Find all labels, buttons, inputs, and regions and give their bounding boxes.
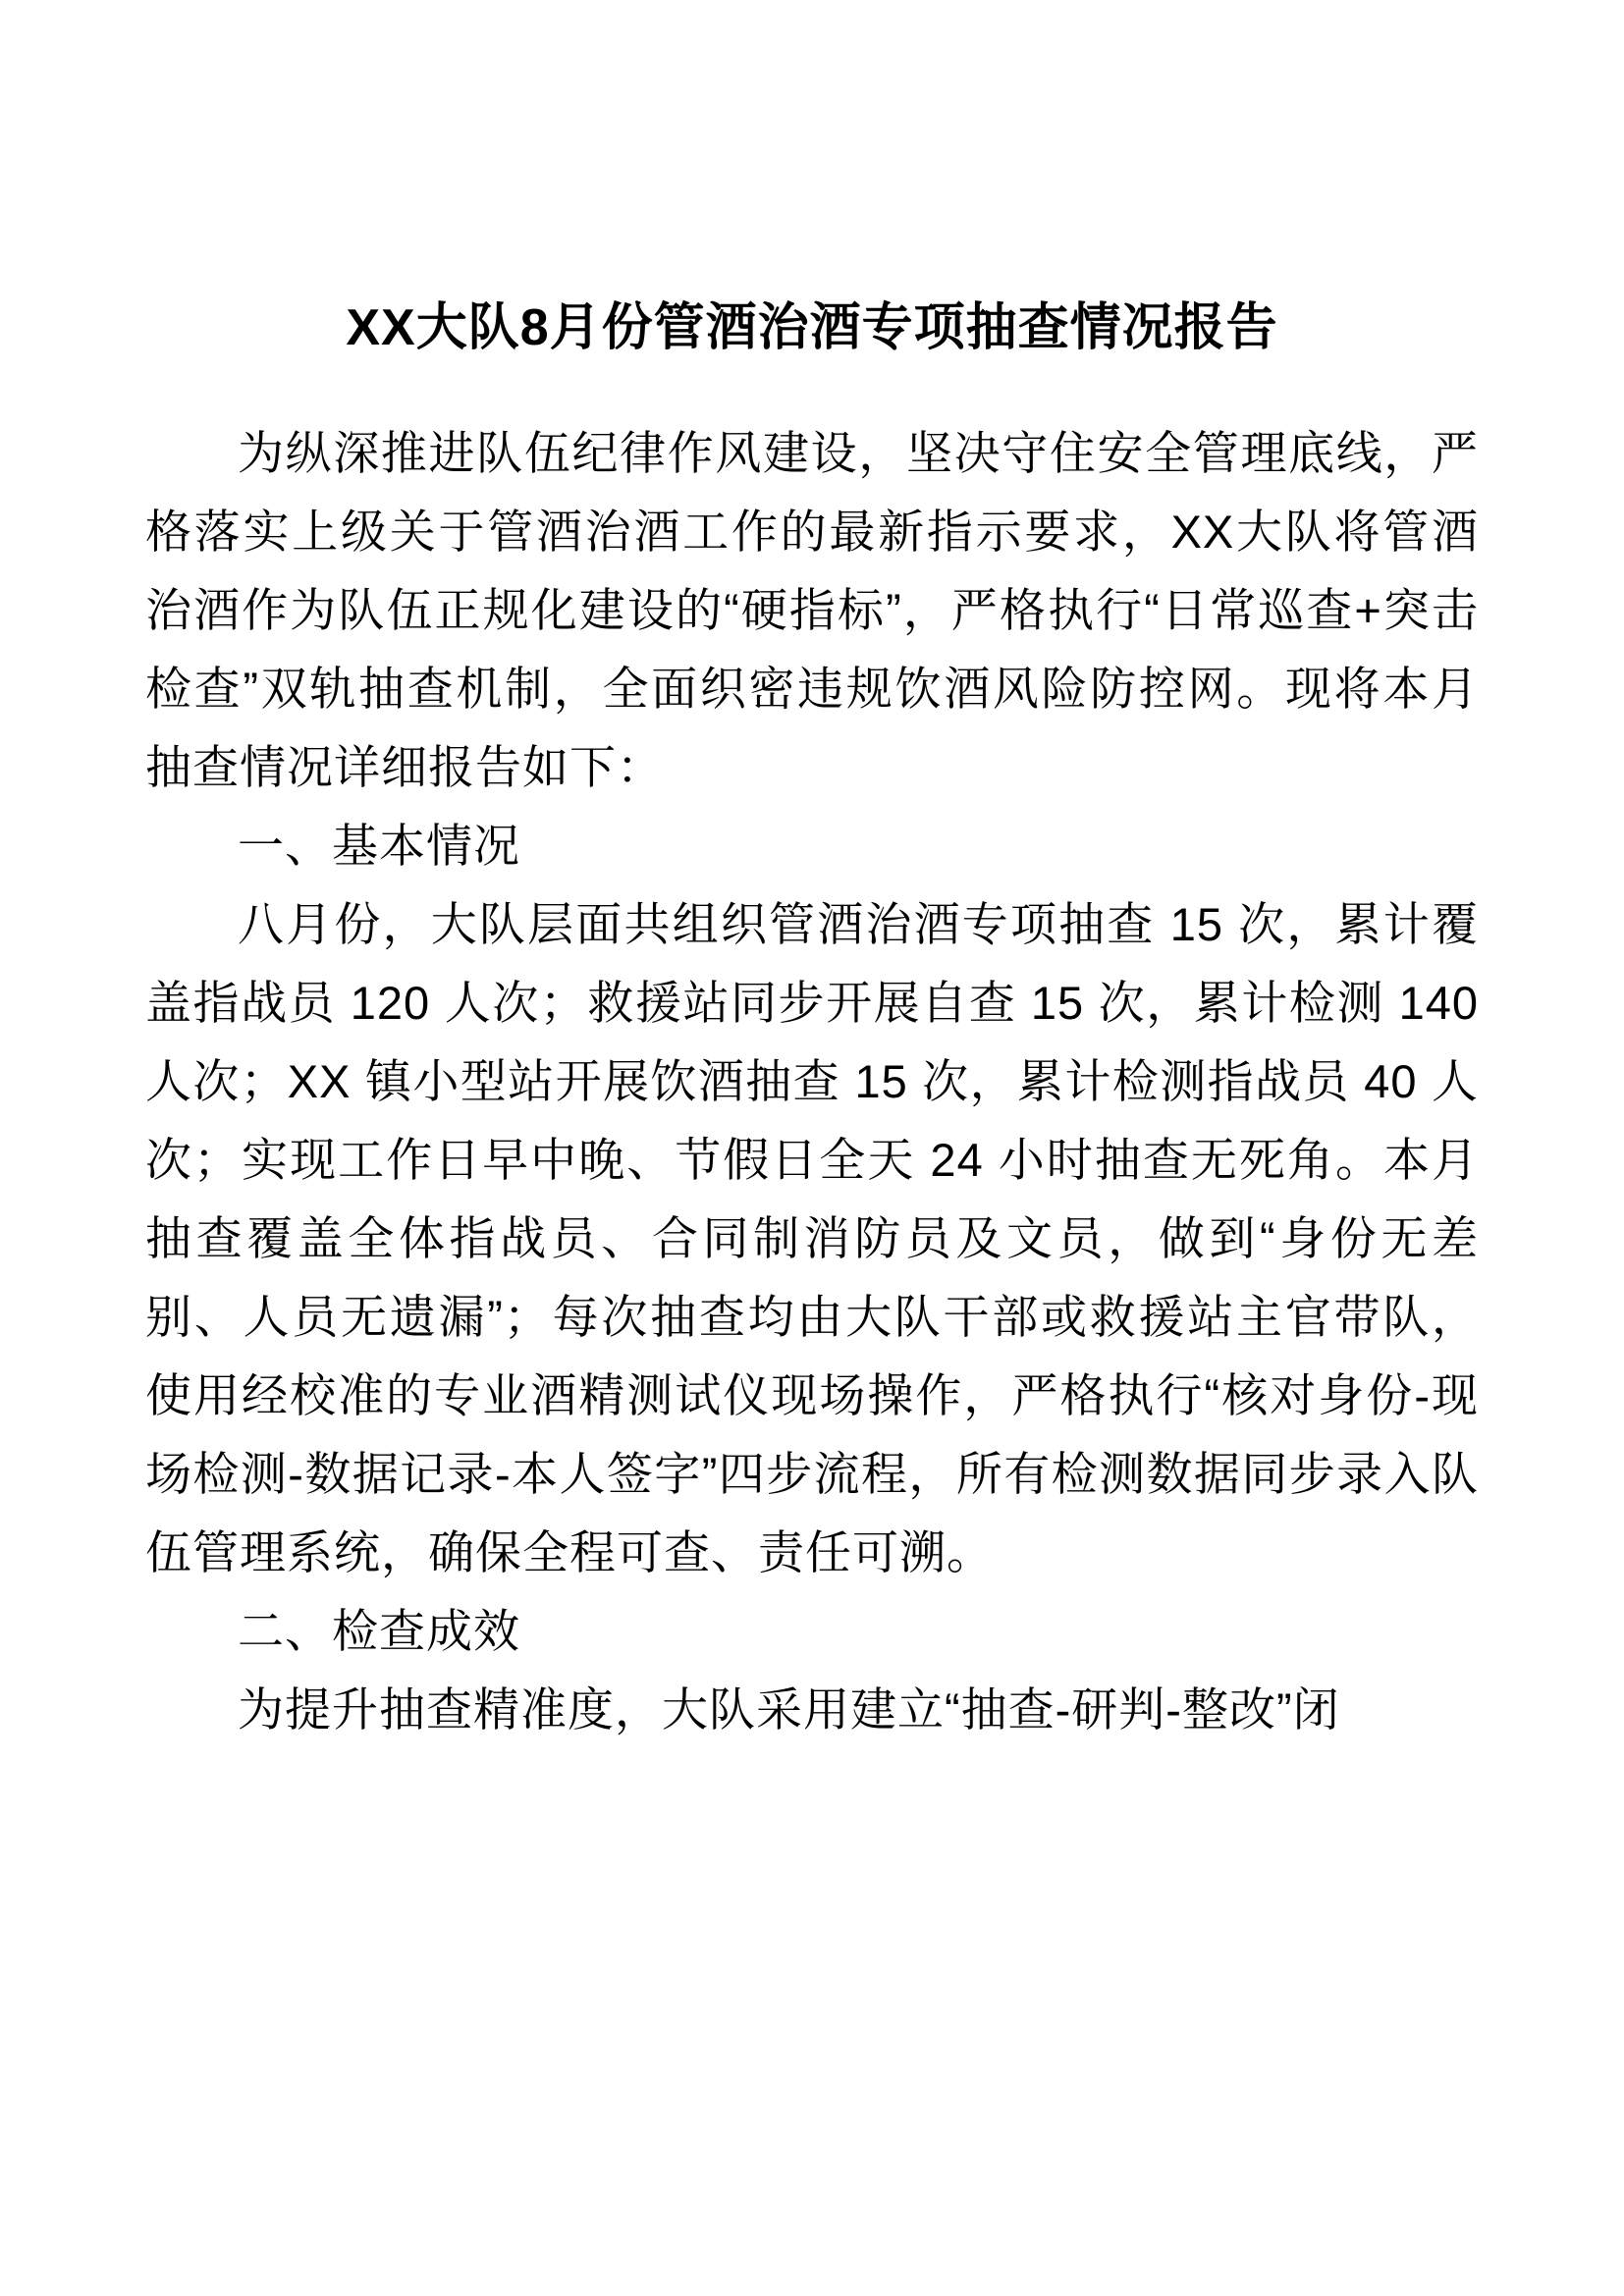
paragraph-basic-situation: 八月份，大队层面共组织管酒治酒专项抽查 15 次，累计覆盖指战员 120 人次；救援站同步开展自查 15 次，累计检测 140 人次；XX 镇小型站开展饮酒抽查 15 次，累计检测指战员 40 人次；实现工作日早中晚、节假日全天 24 小时抽查无死角。本月抽查覆盖全体指战员、合同制消防员及文员，做到“身份无差别、人员无遗漏”；每次抽查均由大队干部或救援站主官带队，使用经校准的专业酒精测试仪现场操作，严格执行“核对身份-现场检测-数据记录-本人签字”四步流程，所有检测数据同步录入队伍管理系统，确保全程可查、责任可溯。 xyxy=(145,898,1479,1578)
section-heading-2: 二、检查成效 xyxy=(238,1605,520,1657)
section-heading-1: 一、基本情况 xyxy=(238,820,520,872)
document-title: XX大队8月份管酒治酒专项抽查情况报告 xyxy=(346,299,1278,356)
paragraph-intro: 为纵深推进队伍纪律作风建设，坚决守住安全管理底线，严格落实上级关于管酒治酒工作的最新指示要求，XX大队将管酒治酒作为队伍正规化建设的“硬指标”，严格执行“日常巡查+突击检查”双轨抽查机制，全面织密违规饮酒风险防控网。现将本月抽查情况详细报告如下： xyxy=(145,427,1479,793)
paragraph-inspection-results: 为提升抽查精准度，大队采用建立“抽查-研判-整改”闭 xyxy=(238,1683,1340,1735)
